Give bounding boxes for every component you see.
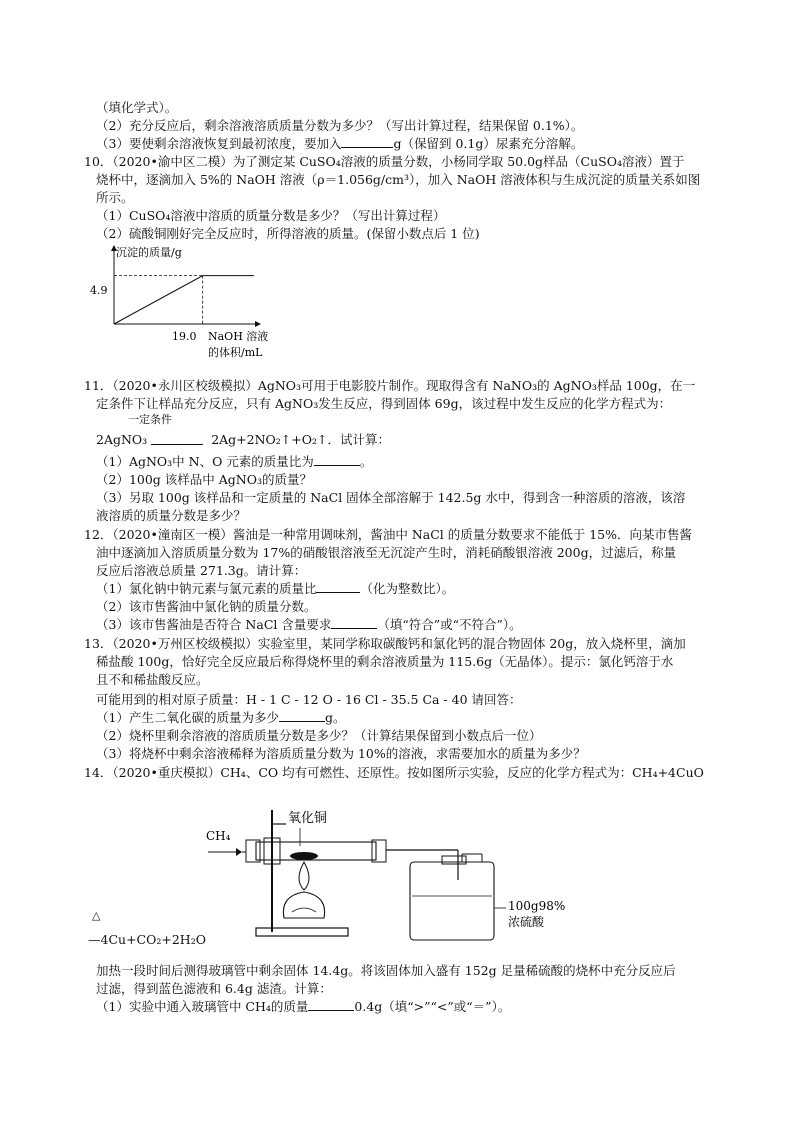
q11-line2: 定条件下让样品充分反应，只有 AgNO₃发生反应，得到固体 69g，该过程中发生反应的化学方程式为： [96, 396, 672, 411]
flame [299, 862, 309, 890]
equation-right: 2Ag+2NO₂↑+O₂↑．试计算： [211, 432, 390, 447]
q12-line2: 油中逐滴加入溶质质量分数为 17%的硝酸银溶液至无沉淀产生时，消耗硝酸银溶液 200g，过滤后，称量 [96, 545, 677, 560]
q11-part1-text: （1）AgNO₃中 N、O 元素的质量比为 [96, 454, 314, 469]
q13-line1: 13．（2020•万州区校级模拟）实验室里，某同学称取碳酸钙和氯化钙的混合物固体 20g，放入烧杯里，滴加 [84, 636, 686, 651]
q13-line3: 且不和稀盐酸反应。 [96, 672, 209, 687]
q12-part3-end: （填“符合”或“不符合”）。 [377, 617, 522, 632]
q14-line2: 加热一段时间后测得玻璃管中剩余固体 14.4g。将该固体加入盛有 152g 足量稀硫酸的烧杯中充分反应后 [96, 963, 676, 978]
x-axis-label-line1: NaOH 溶液 [208, 330, 269, 343]
answer-blank[interactable] [341, 136, 393, 148]
q13-part1-text: （1）产生二氧化碳的质量为多少 [96, 710, 279, 725]
answer-blank[interactable] [279, 710, 325, 722]
q14-part1-end: 0.4g（填“>”“<”或“＝”）。 [354, 999, 511, 1014]
alcohol-lamp [283, 892, 324, 918]
q9-part3-text-end: g（保留到 0.1g）尿素充分溶解。 [393, 136, 584, 151]
q11-equation [96, 432, 390, 448]
bottle-label-line2: 浓硫酸 [508, 915, 545, 929]
q14-part1-text: （1）实验中通入玻璃管中 CH₄的质量 [96, 999, 309, 1014]
q9-text-line1: （填化学式）。 [96, 100, 178, 115]
q13-atomic-masses: 可能用到的相对原子质量：H - 1 C - 12 O - 16 Cl - 35.5 Ca - 40 请回答： [96, 692, 522, 707]
x-axis-label-line2: 的体积/mL [208, 346, 263, 359]
q12-part3 [96, 617, 522, 633]
data-series-line [114, 276, 254, 324]
q14-line1: 14．（2020•重庆模拟）CH₄、CO 均有可燃性、还原性。按如图所示实验，反应的化学方程式为：CH₄+4CuO [84, 765, 704, 780]
answer-blank[interactable] [331, 617, 377, 629]
heat-symbol: △ [92, 909, 101, 922]
q10-part1: （1）CuSO₄溶液中溶质的质量分数是多少？（写出计算过程） [96, 208, 446, 223]
wash-bottle [410, 862, 494, 940]
y-axis-label: 沉淀的质量/g [116, 246, 182, 259]
reaction-arrow [151, 436, 203, 445]
q10-line3: 所示。 [96, 190, 134, 205]
answer-blank[interactable] [316, 581, 360, 593]
answer-blank[interactable] [314, 454, 360, 466]
q14-part1 [96, 999, 510, 1015]
q12-line1: 12．（2020•潼南区一模）酱油是一种常用调味剂，酱油中 NaCl 的质量分数要求不能低于 15%．向某市售酱 [84, 527, 692, 542]
q13-part3: （3）将烧杯中剩余溶液稀释为溶质质量分数为 10%的溶液，求需要加水的质量为多少？ [96, 746, 586, 761]
bottle-label-line1: 100g98% [508, 899, 566, 913]
stopper-left [246, 840, 260, 862]
q12-line3: 反应后溶液总质量 271.3g。请计算： [96, 563, 307, 578]
q11-part3-line1: （3）另取 100g 该样品和一定质量的 NaCl 固体全部溶解于 142.5g 水中，得到含一种溶质的溶液，该溶 [96, 490, 686, 505]
q11-line1: 11．（2020•永川区校级模拟）AgNO₃可用于电影胶片制作。现取得含有 NaNO₃的 AgNO₃样品 100g，在一 [84, 378, 696, 393]
q12-part1-text: （1）氯化钠中钠元素与氯元素的质量比 [96, 581, 317, 596]
q14-equation-continued: —4Cu+CO₂+2H₂O [88, 932, 206, 947]
q11-part3-line2: 液溶质的质量分数是多少？ [96, 508, 247, 523]
q10-line1: 10．（2020•渝中区二模）为了测定某 CuSO₄溶液的质量分数，小杨同学取 50.0g样品（CuSO₄溶液）置于 [84, 154, 685, 169]
tube-label: 氧化铜 [288, 811, 328, 826]
equation-left: 2AgNO₃ [96, 432, 148, 447]
q13-part1-end: g。 [324, 710, 346, 725]
q13-part1 [96, 710, 345, 726]
q10-part2: （2）硫酸铜刚好完全反应时，所得溶液的质量。(保留小数点后 1 位) [96, 226, 480, 241]
apparatus-diagram [196, 800, 566, 948]
reaction-condition: 一定条件 [128, 413, 172, 426]
q11-part2: （2）100g 该样品中 AgNO₃的质量？ [96, 472, 312, 487]
stopper-right [372, 840, 386, 862]
q14-line3: 过滤，得到蓝色滤液和 6.4g 滤渣。计算： [96, 981, 332, 996]
q12-part3-text: （3）该市售酱油是否符合 NaCl 含量要求 [96, 617, 332, 632]
q10-line2: 烧杯中，逐滴加入 5%的 NaOH 溶液（ρ＝1.056g/cm³），加入 NaOH 溶液体积与生成沉淀的质量关系如图 [96, 172, 701, 187]
q13-line2: 稀盐酸 100g，恰好完全反应最后称得烧杯里的剩余溶液质量为 115.6g（无晶体）。提示：氯化钙溶于水 [96, 654, 674, 669]
q9-part2: （2）充分反应后，剩余溶液溶质质量分数为多少？（写出计算过程，结果保留 0.1%）。 [96, 118, 584, 133]
q12-part1-end: （化为整数比）。 [360, 581, 455, 596]
copper-oxide-powder [290, 852, 318, 860]
q9-part3-text: （3）要使剩余溶液恢复到最初浓度，要加入 [96, 136, 342, 151]
q13-part2: （2）烧杯里剩余溶液的溶质质量分数是多少？（计算结果保留到小数点后一位） [96, 728, 542, 743]
precipitate-mass-chart [84, 242, 284, 362]
x-tick-label: 19.0 [172, 330, 197, 343]
q9-part3 [96, 136, 583, 152]
stand-base [256, 928, 348, 936]
q11-part1 [96, 454, 372, 470]
gas-label: CH₄ [206, 829, 231, 843]
q11-part1-end: 。 [359, 454, 373, 469]
answer-blank[interactable] [308, 999, 354, 1011]
q12-part2: （2）该市售酱油中氯化钠的质量分数。 [96, 599, 317, 614]
q12-part1 [96, 581, 454, 597]
y-tick-label: 4.9 [90, 284, 108, 297]
